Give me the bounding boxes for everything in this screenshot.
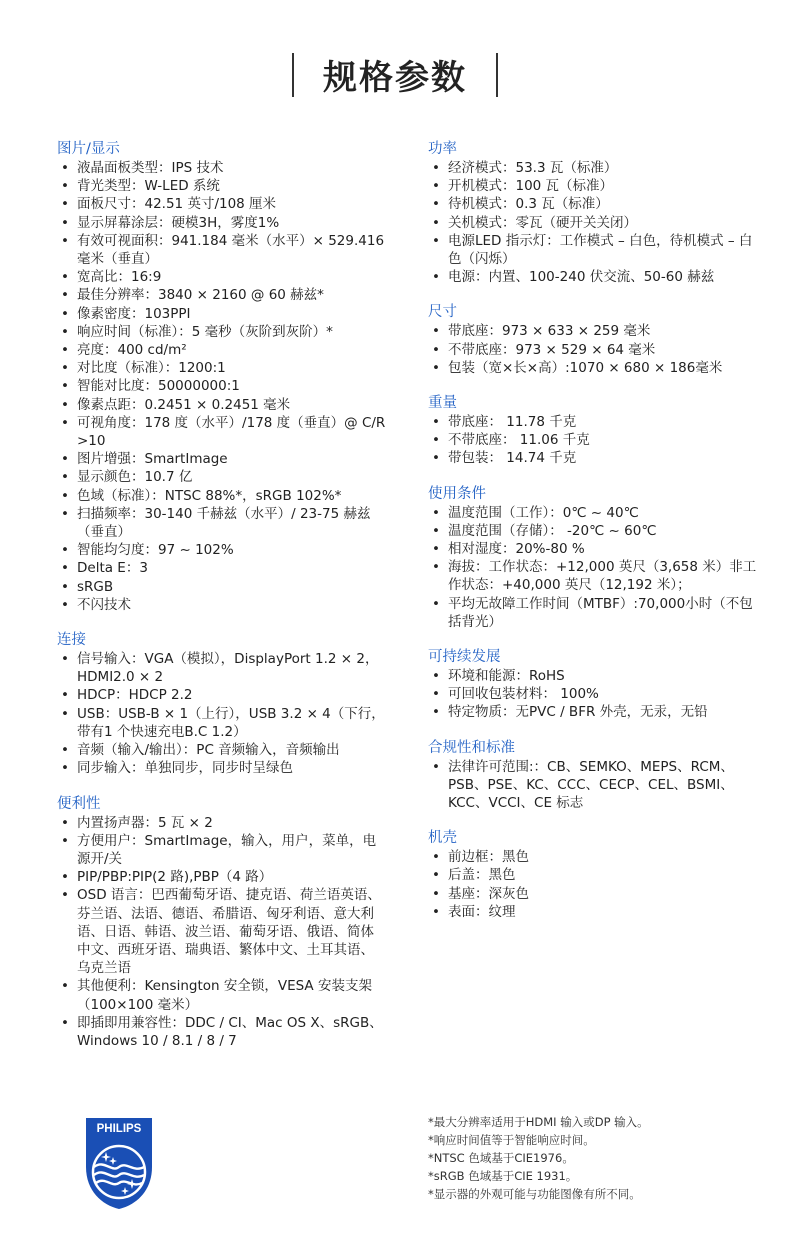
spec-item: • 海拔：工作状态：+12,000 英尺（3,658 米）非工作状态：+40,000 英尺（12,192 米）； — [428, 558, 758, 594]
section-title: 合规性和标准 — [428, 739, 515, 756]
spec-item: • 包装（宽×长×高）:1070 × 680 × 186毫米 — [428, 359, 758, 377]
spec-item: • 表面：纹理 — [428, 903, 758, 921]
footnotes — [428, 1113, 768, 1203]
spec-list — [428, 159, 758, 286]
logo-wordmark: PHILIPS — [96, 1123, 142, 1135]
spec-item: • 方便用户：SmartImage，输入，用户，菜单，电源开/关 — [57, 832, 387, 868]
page-header — [0, 50, 790, 99]
section-title: 机壳 — [428, 830, 457, 847]
spec-item: • 最佳分辨率：3840 × 2160 @ 60 赫兹* — [57, 286, 387, 304]
spec-item: • 法律许可范围:：CB、SEMKO、MEPS、RCM、PSB、PSE、KC、CCC、CECP、CEL、BSMI、KCC、VCCI、CE 标志 — [428, 758, 758, 813]
title-divider-left — [292, 53, 294, 97]
spec-item: • 基座：深灰色 — [428, 885, 758, 903]
spec-item: • 图片增强：SmartImage — [57, 450, 387, 468]
spec-item: • 显示颜色：10.7 亿 — [57, 468, 387, 486]
spec-item: • sRGB — [57, 578, 387, 596]
spec-item: • 待机模式：0.3 瓦（标准） — [428, 195, 758, 213]
spec-item: • 同步输入：单独同步，同步时呈绿色 — [57, 759, 387, 777]
spec-item: • 其他便利：Kensington 安全锁，VESA 安装支架（100×100 毫米） — [57, 977, 387, 1013]
spec-section — [428, 739, 758, 813]
spec-item: • 可回收包装材料： 100% — [428, 685, 758, 703]
spec-item: • USB：USB-B × 1（上行），USB 3.2 × 4（下行，带有1 个快速充电B.C 1.2） — [57, 705, 387, 741]
spec-section — [428, 394, 758, 468]
spec-section — [428, 140, 758, 286]
spec-item: • 关机模式：零瓦（硬开关关闭） — [428, 214, 758, 232]
spec-item: • 有效可视面积：941.184 毫米（水平）× 529.416 毫米（垂直） — [57, 232, 387, 268]
spec-item: • OSD 语言：巴西葡萄牙语、捷克语、荷兰语英语、芬兰语、法语、德语、希腊语、匈牙利语、意大利语、日语、韩语、波兰语、葡萄牙语、俄语、简体中文、西班牙语、瑞典语、繁体中文、土耳其语、乌克兰语 — [57, 886, 387, 977]
spec-item: • 扫描频率：30-140 千赫兹（水平）/ 23-75 赫兹（垂直） — [57, 505, 387, 541]
spec-item: • 对比度（标准）：1200:1 — [57, 359, 387, 377]
spec-item: • 显示屏幕涂层：硬模3H，雾度1% — [57, 214, 387, 232]
footnote: *sRGB 色域基于CIE 1931。 — [428, 1169, 578, 1183]
spec-item: • 不带底座： 11.06 千克 — [428, 431, 758, 449]
spec-item: • 背光类型：W-LED 系统 — [57, 177, 387, 195]
section-title: 可持续发展 — [428, 649, 501, 666]
spec-item: • 音频（输入/输出）：PC 音频输入，音频输出 — [57, 741, 387, 759]
section-title: 便利性 — [57, 795, 101, 812]
spec-item: • 宽高比：16:9 — [57, 268, 387, 286]
spec-item: • 面板尺寸：42.51 英寸/108 厘米 — [57, 195, 387, 213]
spec-item: • 温度范围（存储）： -20℃ ~ 60℃ — [428, 522, 758, 540]
spec-column-left — [57, 140, 387, 1067]
spec-item: • 响应时间（标准）：5 毫秒（灰阶到灰阶）* — [57, 323, 387, 341]
spec-section — [428, 303, 758, 377]
spec-list — [428, 322, 758, 377]
section-title: 重量 — [428, 395, 457, 412]
section-title: 图片/显示 — [57, 141, 120, 157]
spec-item: • 前边框：黑色 — [428, 848, 758, 866]
spec-item: • 带底座：973 × 633 × 259 毫米 — [428, 322, 758, 340]
spec-section — [57, 140, 387, 614]
section-title: 使用条件 — [428, 485, 486, 502]
spec-section — [57, 795, 387, 1051]
page-title: 规格参数 — [323, 58, 467, 98]
title-divider-right — [496, 53, 498, 97]
section-title: 连接 — [57, 632, 86, 649]
spec-item: • HDCP：HDCP 2.2 — [57, 686, 387, 704]
spec-item: • Delta E：3 — [57, 559, 387, 577]
spec-list — [428, 504, 758, 631]
spec-list — [57, 814, 387, 1051]
spec-item: • 智能对比度：50000000:1 — [57, 377, 387, 395]
spec-item: • 不闪技术 — [57, 596, 387, 614]
spec-list — [428, 667, 758, 722]
spec-list — [428, 413, 758, 468]
spec-section — [428, 648, 758, 722]
spec-item: • 经济模式：53.3 瓦（标准） — [428, 159, 758, 177]
spec-item: • 不带底座：973 × 529 × 64 毫米 — [428, 341, 758, 359]
spec-item: • 可视角度：178 度（水平）/178 度（垂直）@ C/R >10 — [57, 414, 387, 450]
spec-item: • 像素点距：0.2451 × 0.2451 毫米 — [57, 396, 387, 414]
spec-column-right — [428, 140, 758, 938]
spec-item: • PIP/PBP:PIP(2 路),PBP（4 路） — [57, 868, 387, 886]
spec-item: • 相对湿度：20%-80 % — [428, 540, 758, 558]
footnote: *最大分辨率适用于HDMI 输入或DP 输入。 — [428, 1115, 649, 1129]
spec-list — [57, 159, 387, 614]
spec-item: • 特定物质：无PVC / BFR 外壳，无汞，无铅 — [428, 703, 758, 721]
spec-item: • 后盖：黑色 — [428, 866, 758, 884]
spec-list — [428, 758, 758, 813]
spec-list — [57, 650, 387, 777]
spec-item: • 环境和能源：RoHS — [428, 667, 758, 685]
spec-item: • 信号输入：VGA（模拟），DisplayPort 1.2 × 2，HDMI2.0 × 2 — [57, 650, 387, 686]
spec-item: • 液晶面板类型：IPS 技术 — [57, 159, 387, 177]
footnote: *响应时间值等于智能响应时间。 — [428, 1133, 595, 1147]
spec-section — [428, 485, 758, 631]
section-title: 功率 — [428, 141, 457, 157]
spec-item: • 内置扬声器：5 瓦 × 2 — [57, 814, 387, 832]
spec-item: • 智能均匀度：97 ~ 102% — [57, 541, 387, 559]
spec-item: • 电源LED 指示灯：工作模式 – 白色，待机模式 – 白色（闪烁） — [428, 232, 758, 268]
spec-item: • 带底座： 11.78 千克 — [428, 413, 758, 431]
spec-item: • 即插即用兼容性：DDC / CI、Mac OS X、sRGB、Windows 10 / 8.1 / 8 / 7 — [57, 1014, 387, 1050]
spec-item: • 色域（标准）：NTSC 88%*，sRGB 102%* — [57, 487, 387, 505]
footnote: *显示器的外观可能与功能图像有所不同。 — [428, 1187, 641, 1201]
spec-item: • 开机模式：100 瓦（标准） — [428, 177, 758, 195]
spec-item: • 温度范围（工作）：0℃ ~ 40℃ — [428, 504, 758, 522]
spec-item: • 亮度：400 cd/m² — [57, 341, 387, 359]
spec-item: • 像素密度：103PPI — [57, 305, 387, 323]
philips-shield-logo — [82, 1115, 156, 1211]
spec-section — [428, 829, 758, 921]
spec-item: • 带包装： 14.74 千克 — [428, 449, 758, 467]
footnote: *NTSC 色域基于CIE1976。 — [428, 1151, 574, 1165]
spec-list — [428, 848, 758, 921]
spec-section — [57, 631, 387, 777]
section-title: 尺寸 — [428, 304, 457, 321]
spec-item: • 电源：内置、100-240 伏交流、50-60 赫兹 — [428, 268, 758, 286]
spec-item: • 平均无故障工作时间（MTBF）:70,000小时（不包括背光） — [428, 595, 758, 631]
